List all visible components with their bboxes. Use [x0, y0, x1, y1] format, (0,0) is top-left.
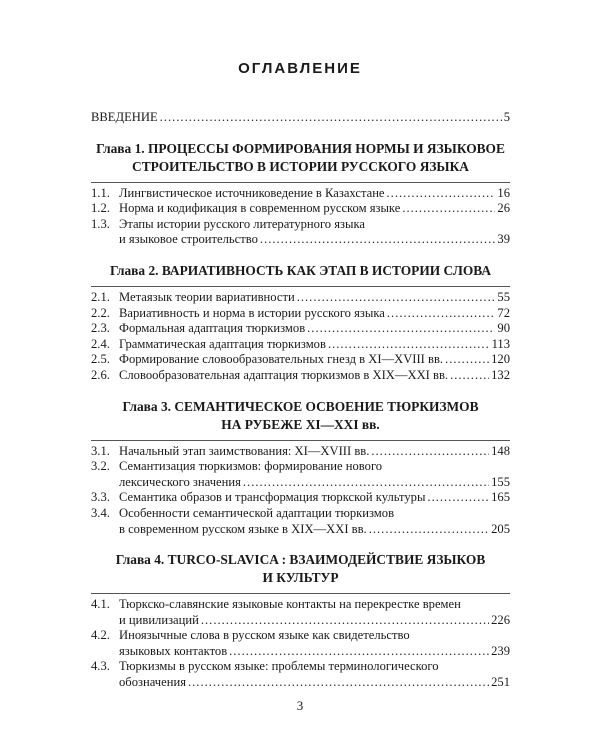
toc-entry-text: Вариативность и норма в истории русского языка [119, 305, 385, 320]
dot-leader [229, 644, 489, 660]
toc-page-number: 16 [497, 185, 510, 200]
chapter-heading-line: Глава 2. ВАРИАТИВНОСТЬ КАК ЭТАП В ИСТОРИИ СЛОВА [109, 262, 492, 278]
toc-page-number: 226 [491, 612, 510, 627]
toc-entry [91, 506, 510, 537]
page-title: ОГЛАВЛЕНИЕ [238, 60, 362, 77]
toc-entry [91, 490, 510, 506]
chapter-section-list [91, 440, 510, 538]
chapter-heading-line: НА РУБЕЖЕ XI—XXI вв. [221, 416, 380, 432]
toc-entry [91, 459, 510, 490]
toc-page-number: 120 [491, 352, 510, 367]
toc-entry-text: ВВЕДЕНИЕ [91, 110, 158, 124]
dot-leader [427, 490, 489, 506]
toc-entry-text: Тюркско-славянские языковые контакты на перекрестке времен [119, 597, 461, 612]
toc-entry-text: Метаязык теории вариативности [119, 289, 295, 304]
toc-entry [91, 444, 510, 460]
toc-entry-text: Грамматическая адаптация тюркизмов [119, 336, 326, 351]
dot-leader [387, 306, 496, 322]
toc-page-number: 72 [497, 305, 510, 320]
toc-entry-text: Норма и кодификация в современном русском языке [119, 201, 401, 216]
toc-entry-number: 4.2. [91, 628, 110, 643]
toc-page-number: 132 [491, 367, 510, 382]
toc-entry-number: 2.4. [91, 336, 110, 351]
toc-entry [91, 368, 510, 384]
dot-leader [450, 368, 489, 384]
toc-entry-text: Формальная адаптация тюркизмов [119, 321, 306, 336]
toc-page-number: 148 [491, 443, 510, 458]
toc-entry-text: обозначения [119, 675, 186, 690]
dot-leader [402, 201, 495, 217]
chapter-section-list [91, 182, 510, 248]
toc-entry-text: Этапы истории русского литературного языка [119, 216, 366, 231]
toc-page-number: 26 [497, 201, 510, 216]
toc-page-number: 39 [497, 232, 510, 247]
dot-leader [201, 613, 489, 629]
dot-leader [188, 675, 489, 691]
toc-entry [91, 321, 510, 337]
dot-leader [297, 290, 496, 306]
toc-page-number: 55 [497, 289, 510, 304]
toc-entry-number: 1.3. [91, 216, 110, 231]
toc-entry-text: и языковое строительство [119, 232, 258, 247]
dot-leader [445, 352, 489, 368]
toc-entry [91, 306, 510, 322]
toc-entry [91, 337, 510, 353]
toc-page-number: 205 [491, 521, 510, 536]
chapter-heading [91, 262, 510, 280]
toc-entry [91, 217, 510, 248]
dot-leader [307, 321, 495, 337]
chapter-heading-line: Глава 4. TURCO-SLAVICA : ВЗАИМОДЕЙСТВИЕ ЯЗЫКОВ [115, 552, 486, 568]
toc-entry-text: Лингвистическое источниковедение в Казахстане [119, 185, 385, 200]
toc-entry [91, 201, 510, 217]
toc-entry [91, 352, 510, 368]
toc-entry-text: Словообразовательная адаптация тюркизмов в XIX—XXI вв. [119, 367, 449, 382]
chapter-heading [91, 140, 510, 176]
toc-page-number: 251 [491, 675, 510, 690]
chapter-heading [91, 398, 510, 434]
dot-leader [371, 444, 489, 460]
toc-page-number: 5 [503, 110, 510, 124]
toc-entry-number: 2.3. [91, 321, 110, 336]
toc-page-number: 239 [491, 643, 510, 658]
toc-page-number: 113 [491, 336, 510, 351]
toc-entry [91, 628, 510, 659]
toc-entry-text: Иноязычные слова в русском языке как свидетельство [119, 628, 410, 643]
toc-entry-number: 2.5. [91, 352, 110, 367]
toc-entry-number: 3.3. [91, 490, 110, 505]
dot-leader [243, 475, 489, 491]
chapter-list [91, 140, 510, 691]
toc-entry-number: 3.2. [91, 459, 110, 474]
chapter-heading [91, 551, 510, 587]
toc-entry-text: Особенности семантической адаптации тюркизмов [119, 505, 395, 520]
chapter-heading-line: Глава 3. СЕМАНТИЧЕСКОЕ ОСВОЕНИЕ ТЮРКИЗМОВ [122, 398, 479, 414]
chapter-section-list [91, 593, 510, 691]
toc-entry-number: 3.4. [91, 505, 110, 520]
dot-leader [328, 337, 490, 353]
toc-entry [91, 290, 510, 306]
toc-entry [91, 597, 510, 628]
toc-entry-text: языковых контактов [119, 643, 228, 658]
toc-page-number: 90 [497, 321, 510, 336]
toc-entry-number: 4.3. [91, 659, 110, 674]
toc-entry-number: 2.6. [91, 367, 110, 382]
toc-entry-text: Начальный этап заимствования: XI—XVIII вв. [119, 443, 370, 458]
toc-entry-number: 1.1. [91, 185, 110, 200]
toc-entry-text: Тюркизмы в русском языке: проблемы терминологического [119, 659, 439, 674]
toc-entry-text: Семантизация тюркизмов: формирование нового [119, 459, 383, 474]
toc-page-number: 165 [491, 490, 510, 505]
toc-entry-number: 4.1. [91, 597, 110, 612]
page-number: 3 [296, 698, 304, 713]
chapter-heading-line: И КУЛЬТУР [262, 570, 339, 586]
dot-leader [387, 186, 496, 202]
toc-entry-number: 3.1. [91, 443, 110, 458]
chapter-heading-line: Глава 1. ПРОЦЕССЫ ФОРМИРОВАНИЯ НОРМЫ И ЯЗЫКОВОЕ [96, 140, 505, 156]
dot-leader [160, 110, 502, 126]
toc-entry [91, 659, 510, 690]
chapter-heading-line: СТРОИТЕЛЬСТВО В ИСТОРИИ РУССКОГО ЯЗЫКА [132, 158, 469, 174]
toc-entry-number: 2.1. [91, 289, 110, 304]
toc-entry-number: 1.2. [91, 201, 110, 216]
toc-entry-number: 2.2. [91, 305, 110, 320]
toc-entry [91, 186, 510, 202]
toc-entry-text: и цивилизаций [119, 612, 199, 627]
toc-entry-text: в современном русском языке в XIX—XXI вв. [119, 521, 367, 536]
dot-leader [369, 522, 489, 538]
toc-entry-text: Формирование словообразовательных гнезд в XI—XVIII вв. [119, 352, 444, 367]
toc-page-number: 155 [491, 474, 510, 489]
toc-entry-text: лексического значения [119, 474, 241, 489]
table-of-contents [91, 110, 510, 705]
chapter-section-list [91, 286, 510, 384]
toc-entry-intro [91, 110, 510, 126]
dot-leader [260, 232, 496, 248]
toc-entry-text: Семантика образов и трансформация тюркской культуры [119, 490, 426, 505]
